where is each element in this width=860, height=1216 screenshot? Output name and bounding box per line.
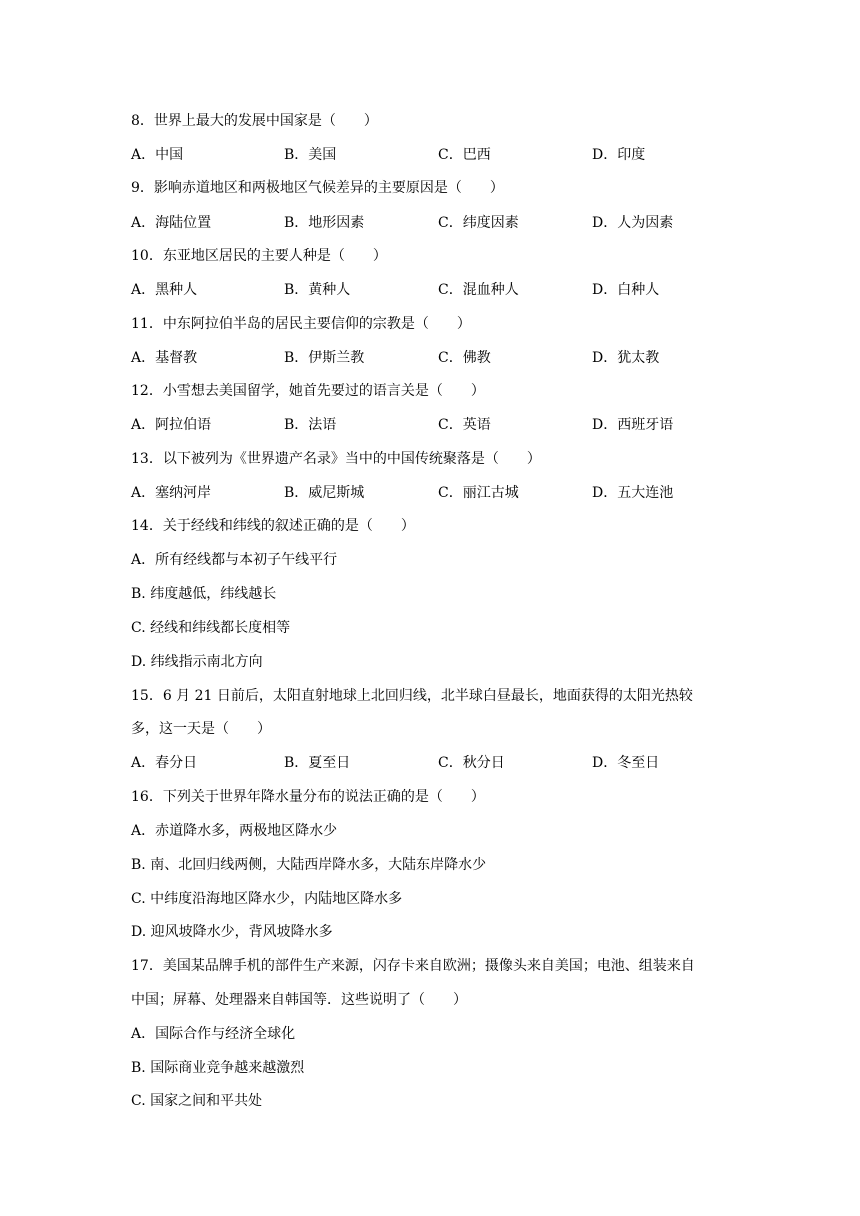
q16-option-b: B. 南、北回归线两侧，大陆西岸降水多，大陆东岸降水少 (131, 857, 487, 873)
q8-option-a: A．中国 (131, 147, 184, 163)
q15-option-c: C．秋分日 (438, 755, 505, 771)
q15-option-d: D．冬至日 (592, 755, 660, 771)
q9-option-c: C．纬度因素 (438, 215, 519, 231)
q14-option-b: B. 纬度越低，纬线越长 (131, 586, 277, 602)
question-10-stem: 10．东亚地区居民的主要人种是（ ） (131, 248, 387, 264)
q11-option-d: D．犹太教 (592, 350, 660, 366)
q9-option-a: A．海陆位置 (131, 215, 212, 231)
q10-option-b: B．黄种人 (284, 282, 351, 298)
q12-option-c: C．英语 (438, 417, 491, 433)
q10-option-c: C．混血种人 (438, 282, 519, 298)
q14-option-a: A．所有经线都与本初子午线平行 (131, 552, 338, 568)
q11-option-b: B．伊斯兰教 (284, 350, 365, 366)
q14-option-d: D. 纬线指示南北方向 (131, 654, 263, 670)
question-11-stem: 11．中东阿拉伯半岛的居民主要信仰的宗教是（ ） (131, 316, 471, 332)
q10-option-a: A．黑种人 (131, 282, 198, 298)
q12-option-d: D．西班牙语 (592, 417, 674, 433)
q13-option-a: A．塞纳河岸 (131, 485, 212, 501)
q17-option-a: A．国际合作与经济全球化 (131, 1026, 296, 1042)
question-16-stem: 16．下列关于世界年降水量分布的说法正确的是（ ） (131, 789, 485, 805)
q12-option-a: A．阿拉伯语 (131, 417, 212, 433)
q13-option-b: B．威尼斯城 (284, 485, 365, 501)
question-17-stem-line-2: 中国；屏幕、处理器来自韩国等．这些说明了（ ） (131, 992, 467, 1008)
q14-option-c: C. 经线和纬线都长度相等 (131, 620, 291, 636)
q13-option-c: C．丽江古城 (438, 485, 519, 501)
q17-option-b: B. 国际商业竞争越来越激烈 (131, 1060, 305, 1076)
q17-option-c: C. 国家之间和平共处 (131, 1093, 263, 1109)
q13-option-d: D．五大连池 (592, 485, 674, 501)
q15-option-a: A．春分日 (131, 755, 198, 771)
question-9-stem: 9．影响赤道地区和两极地区气候差异的主要原因是（ ） (131, 180, 504, 196)
q10-option-d: D．白种人 (592, 282, 660, 298)
q9-option-d: D．人为因素 (592, 215, 674, 231)
q12-option-b: B．法语 (284, 417, 337, 433)
q11-option-a: A．基督教 (131, 350, 198, 366)
question-15-stem-line-2: 多，这一天是（ ） (131, 721, 271, 737)
q11-option-c: C．佛教 (438, 350, 491, 366)
q16-option-d: D. 迎风坡降水少，背风坡降水多 (131, 924, 333, 940)
q8-option-d: D．印度 (592, 147, 646, 163)
question-13-stem: 13．以下被列为《世界遗产名录》当中的中国传统聚落是（ ） (131, 451, 541, 467)
question-14-stem: 14．关于经线和纬线的叙述正确的是（ ） (131, 518, 415, 534)
q16-option-c: C. 中纬度沿海地区降水少，内陆地区降水多 (131, 891, 403, 907)
question-8-stem: 8．世界上最大的发展中国家是（ ） (131, 113, 378, 129)
question-15-stem-line-1: 15．6 月 21 日前后，太阳直射地球上北回归线，北半球白昼最长，地面获得的太阳光热较 (131, 688, 693, 704)
q9-option-b: B．地形因素 (284, 215, 365, 231)
question-17-stem-line-1: 17．美国某品牌手机的部件生产来源，闪存卡来自欧洲；摄像头来自美国；电池、组装来自 (131, 958, 695, 974)
q8-option-c: C．巴西 (438, 147, 491, 163)
q15-option-b: B．夏至日 (284, 755, 351, 771)
q8-option-b: B．美国 (284, 147, 337, 163)
q16-option-a: A．赤道降水多，两极地区降水少 (131, 823, 338, 839)
question-12-stem: 12．小雪想去美国留学，她首先要过的语言关是（ ） (131, 383, 485, 399)
